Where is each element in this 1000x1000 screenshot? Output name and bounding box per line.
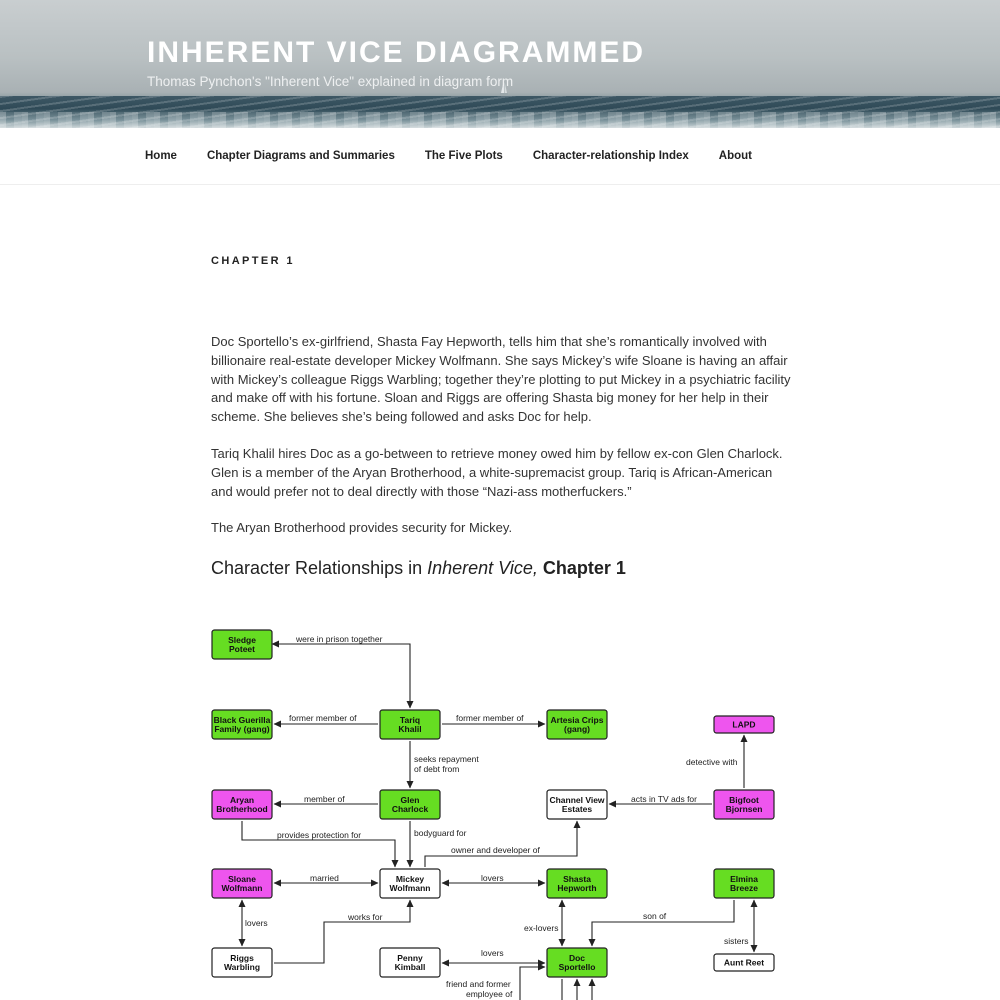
article-body <box>211 333 791 556</box>
edge-label-prison: were in prison together <box>296 634 383 644</box>
node-label-glen: Charlock <box>391 804 429 814</box>
node-label-reet: Aunt Reet <box>723 957 765 968</box>
node-label-bigfoot: Bjornsen <box>725 804 763 814</box>
node-sledge <box>212 630 272 659</box>
figure-title-bold: Chapter 1 <box>542 558 626 578</box>
page-title: CHAPTER 1 <box>211 255 295 267</box>
edge-label-friend1: friend and former <box>446 979 511 989</box>
edge-prison <box>272 644 410 708</box>
node-label-sloane: Sloane <box>228 874 256 884</box>
node-label-shasta: Shasta <box>563 874 591 884</box>
node-label-mickey: Mickey <box>395 874 425 884</box>
node-label-shasta: Hepworth <box>557 883 597 893</box>
edge-label-worksfor: works for <box>348 912 383 922</box>
node-label-doc: Sportello <box>558 962 596 972</box>
node-label-sloane: Wolfmann <box>221 883 263 893</box>
node-aryan <box>212 790 272 819</box>
edge-label-repay1: seeks repayment <box>414 754 479 764</box>
edge-label-friend2: employee of <box>466 989 513 999</box>
node-label-elmina: Breeze <box>730 883 758 893</box>
node-artesia <box>547 710 607 739</box>
node-label-artesia: (gang) <box>564 724 590 734</box>
node-label-tariq: Khalil <box>398 724 422 734</box>
node-label-elmina: Elmina <box>730 874 758 884</box>
node-tariq <box>380 710 440 739</box>
edge-label-repay2: of debt from <box>414 764 460 774</box>
edge-label-lovers_pd: lovers <box>481 948 504 958</box>
nav-item-about[interactable]: About <box>718 150 752 162</box>
paragraph: Doc Sportello’s ex-girlfriend, Shasta Fay Hepworth, tells him that she’s romantically involved with billionaire real-estate developer Mickey Wolfmann. She says Mickey’s wife Sloane is having an affair with Mickey’s colleague Riggs Warbling; together they’re plotting to put Mickey in a psychiatric facility and make off with his fortune. Sloan and Riggs are offering Shasta big money for her help in their scheme. She believes she’s being followed and asks Doc for help. <box>211 334 791 425</box>
nav-item-home[interactable]: Home <box>145 150 177 162</box>
node-label-channel: Estates <box>561 804 593 814</box>
edge-label-sonof: son of <box>643 911 667 921</box>
nav-item-five-plots[interactable]: The Five Plots <box>424 150 503 162</box>
edge-label-married: married <box>310 873 339 883</box>
node-label-riggs: Riggs <box>230 953 254 963</box>
node-label-bgf: Family (gang) <box>214 724 270 734</box>
node-elmina <box>714 869 774 898</box>
node-mickey <box>380 869 440 898</box>
surf-image <box>0 112 1000 128</box>
node-label-tariq: Tariq <box>399 715 421 725</box>
node-label-artesia: Artesia Crips <box>550 715 604 725</box>
edge-label-detective: detective with <box>686 757 738 767</box>
node-label-bgf: Black Guerilla <box>213 715 271 725</box>
node-lapd <box>714 716 774 733</box>
node-penny <box>380 948 440 977</box>
edge-label-bodyguard: bodyguard for <box>414 828 467 838</box>
paragraph: The Aryan Brotherhood provides security for Mickey. <box>211 520 513 536</box>
edge-elmina-doc <box>592 900 734 946</box>
node-label-bigfoot: Bigfoot <box>729 795 759 805</box>
edge-label-exlovers: ex-lovers <box>524 923 559 933</box>
node-reet <box>714 954 774 971</box>
node-label-glen: Glen <box>400 795 420 805</box>
edge-label-lovers_ms: lovers <box>481 873 504 883</box>
node-label-mickey: Wolfmann <box>389 883 431 893</box>
node-sloane <box>212 869 272 898</box>
figure-title-italic: Inherent Vice, <box>427 558 538 578</box>
header-banner <box>0 0 1000 128</box>
node-doc <box>547 948 607 977</box>
edge-label-lovers_sr: lovers <box>245 918 268 928</box>
edge-label-member: member of <box>304 794 345 804</box>
site-description: Thomas Pynchon's "Inherent Vice" explained in diagram form <box>147 74 514 89</box>
relationship-diagram <box>0 600 1000 1000</box>
edge-label-tvads: acts in TV ads for <box>631 794 697 804</box>
nav-item-character-index[interactable]: Character-relationship Index <box>532 150 689 162</box>
paragraph: Tariq Khalil hires Doc as a go-between to retrieve money owed him by fellow ex-con Glen Charlock. Glen is a member of the Aryan Brotherhood, a white-supremacist group. Tariq is African-American and would prefer not to deal directly with those “Nazi-ass motherfuckers.” <box>211 445 783 499</box>
figure-title <box>211 558 626 579</box>
node-bgf <box>212 710 272 739</box>
node-channel <box>547 790 607 819</box>
edge-label-bgf: former member of <box>289 713 357 723</box>
node-label-aryan: Brotherhood <box>216 804 268 814</box>
edge-penny-doc-employee <box>520 967 545 1000</box>
node-label-penny: Kimball <box>394 962 426 972</box>
node-label-penny: Penny <box>397 953 423 963</box>
node-glen <box>380 790 440 819</box>
nav-item-chapter-diagrams[interactable]: Chapter Diagrams and Summaries <box>206 150 395 162</box>
edge-label-protection: provides protection for <box>277 830 362 840</box>
node-label-aryan: Aryan <box>229 795 255 805</box>
node-label-channel: Channel View <box>549 795 605 805</box>
node-label-doc: Doc <box>568 953 586 963</box>
node-label-lapd: LAPD <box>732 719 756 730</box>
edge-label-sisters: sisters <box>724 936 749 946</box>
node-shasta <box>547 869 607 898</box>
edge-label-artesia: former member of <box>456 713 524 723</box>
edge-aryan-mickey <box>242 821 395 867</box>
node-label-riggs: Warbling <box>223 962 261 972</box>
node-label-sledge: Poteet <box>229 644 255 654</box>
node-bigfoot <box>714 790 774 819</box>
node-label-sledge: Sledge <box>228 635 256 645</box>
figure-title-prefix: Character Relationships in <box>211 558 428 578</box>
edge-label-owner: owner and developer of <box>451 845 540 855</box>
node-riggs <box>212 948 272 977</box>
main-nav <box>0 128 1000 185</box>
site-title[interactable]: INHERENT VICE DIAGRAMMED <box>147 36 646 69</box>
